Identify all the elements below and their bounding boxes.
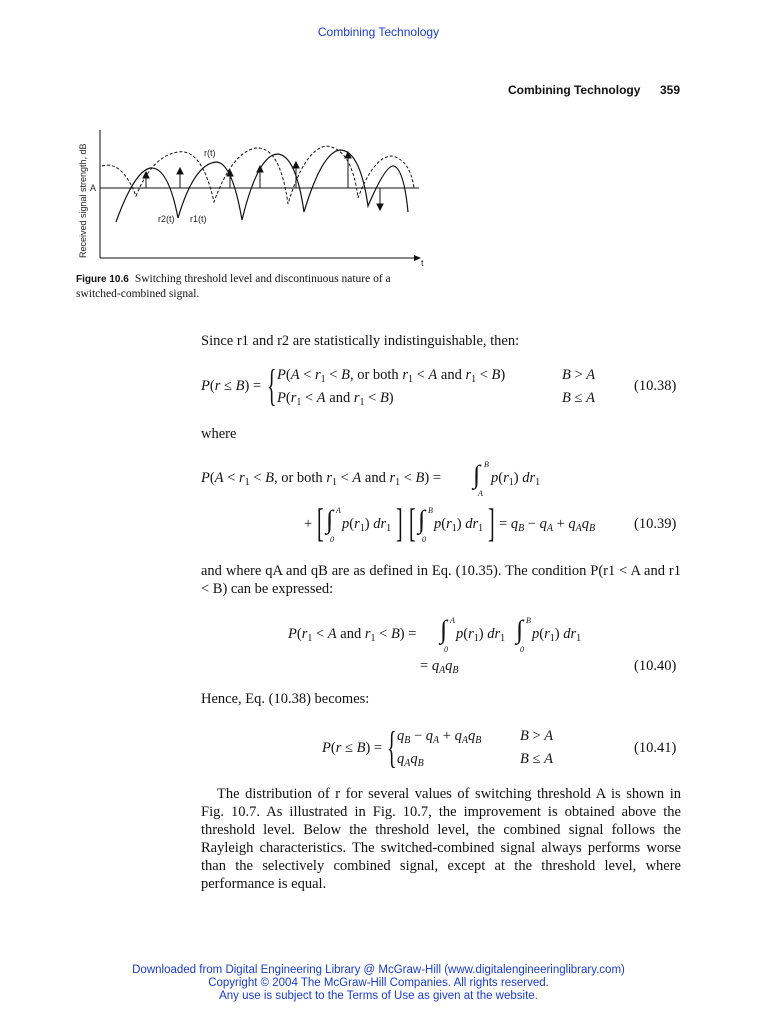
footer-copyright: Copyright © 2004 The McGraw-Hill Companies. All rights reserved. (208, 977, 549, 989)
integral-limit: 0 (520, 645, 524, 654)
eq-10-38-number: (10.38) (634, 378, 677, 394)
eq-10-39-number: (10.39) (634, 516, 677, 532)
eq-10-41-brace: { (387, 723, 397, 772)
paragraph-intro (201, 332, 681, 350)
paragraph-intro-text: Since r1 and r2 are statistically indistinguishable, then: (201, 333, 520, 349)
integral-limit: 0 (444, 645, 448, 654)
eq-10-39-term1: $p(r_1)$ $dr_1$ (342, 516, 392, 534)
figure-caption-number: Figure 10.6 (76, 274, 129, 285)
eq-10-40-result: = $q_Aq_B$ (420, 658, 459, 676)
eq-10-41-lhs: P(r ≤ B) = (322, 740, 383, 756)
figure-10-6-plot (74, 126, 434, 268)
footer (0, 964, 757, 1003)
eq-10-38-brace: { (267, 361, 277, 410)
eq-10-40-term1: $p(r_1)$ $dr_1$ (456, 626, 506, 644)
curve-label-r1: r1(t) (190, 214, 207, 224)
figure-caption-text: Switching threshold level and discontinuous nature of a switched-combined signal. (76, 273, 391, 300)
paragraph-condition: and where qA and qB are as defined in Eq. (10.35). The condition P(r1 < A and r1 < B) can be expressed: (201, 563, 681, 597)
integral-sign: ∫ (473, 460, 481, 489)
integral-sign: ∫ (326, 505, 334, 534)
curve-r2 (102, 146, 414, 204)
bracket: ] (396, 500, 403, 545)
eq-10-40-term2: $p(r_1)$ $dr_1$ (532, 626, 582, 644)
page-number: 359 (660, 83, 681, 97)
eq-10-39-line1: $P(A < r_1 < B$, or both $r_1 < A$ and $r_1 < B$) = (201, 470, 442, 488)
curve-r1 (116, 150, 408, 222)
x-axis-arrow (414, 255, 421, 261)
footer-download-link[interactable]: Downloaded from Digital Engineering Library @ McGraw-Hill (www.digitalengineeringlibrary.com) (132, 964, 625, 976)
eq-10-39-term2: $p(r_1)$ $dr_1$ (434, 516, 484, 534)
bracket: [ (317, 500, 324, 545)
integral-sign: ∫ (516, 615, 524, 644)
paragraph-distribution: The distribution of r for several values of switching threshold A is shown in Fig. 10.7. As illustrated in Fig. 10.7, the improvement is obtained above the threshold level. Below the threshold level, the combined signal follows the Rayleigh characteristics. The switched-combined signal always performs worse than the selectively combined signal, except at the threshold level, where performance is equal. (201, 786, 681, 892)
eq-10-39-result: = $q_B - q_A + q_Aq_B$ (499, 516, 596, 534)
eq-10-38-case1: $P(A < r_1 < B$, or both $r_1 < A$ and $r_1 < B$) (277, 367, 506, 385)
eq-10-41-case1: $q_B - q_A + q_Aq_B$ (397, 728, 482, 746)
eq-10-41-number: (10.41) (634, 740, 677, 756)
integral-limit: B (428, 506, 433, 515)
integral-limit: A (450, 616, 455, 625)
curve-label-r: r(t) (204, 148, 216, 158)
x-axis-label: t (421, 258, 424, 268)
bracket: [ (409, 500, 416, 545)
integral-limit: A (478, 489, 483, 498)
integral-limit: B (526, 616, 531, 625)
eq-10-39-integrand: $p(r_1)$ $dr_1$ (491, 470, 541, 488)
running-title: Combining Technology (508, 83, 641, 97)
threshold-label: A (90, 183, 97, 193)
eq-10-38-cond2: B ≤ A (562, 390, 595, 406)
integral-sign: ∫ (418, 505, 426, 534)
y-axis-label: Received signal strength, dB (78, 143, 88, 258)
eq-10-40-number: (10.40) (634, 658, 677, 674)
eq-10-38-cond1: B > A (562, 367, 596, 383)
eq-10-41-cond2: B ≤ A (520, 751, 553, 767)
eq-10-41-cond1: B > A (520, 728, 554, 744)
hence-text: Hence, Eq. (10.38) becomes: (201, 691, 370, 707)
eq-10-41-case2: $q_Aq_B$ (397, 751, 424, 769)
integral-sign: ∫ (440, 615, 448, 644)
bracket: ] (488, 500, 495, 545)
figure-caption (76, 272, 436, 301)
integral-limit: B (484, 460, 489, 469)
curve-label-r2: r2(t) (158, 214, 175, 224)
footer-terms-link[interactable]: Any use is subject to the Terms of Use as given at the website. (219, 990, 538, 1002)
integral-limit: 0 (422, 535, 426, 544)
eq-10-38-lhs: P(r ≤ B) = (201, 378, 262, 394)
integral-limit: 0 (330, 535, 334, 544)
where-text: where (201, 426, 237, 442)
eq-10-39-plus: + (304, 516, 313, 532)
eq-10-40-lhs: $P(r_1 < A$ and $r_1 < B$) = (288, 626, 417, 644)
top-banner[interactable]: Combining Technology (317, 25, 440, 39)
integral-limit: A (336, 506, 341, 515)
eq-10-38-case2: $P(r_1 < A$ and $r_1 < B$) (277, 390, 394, 408)
